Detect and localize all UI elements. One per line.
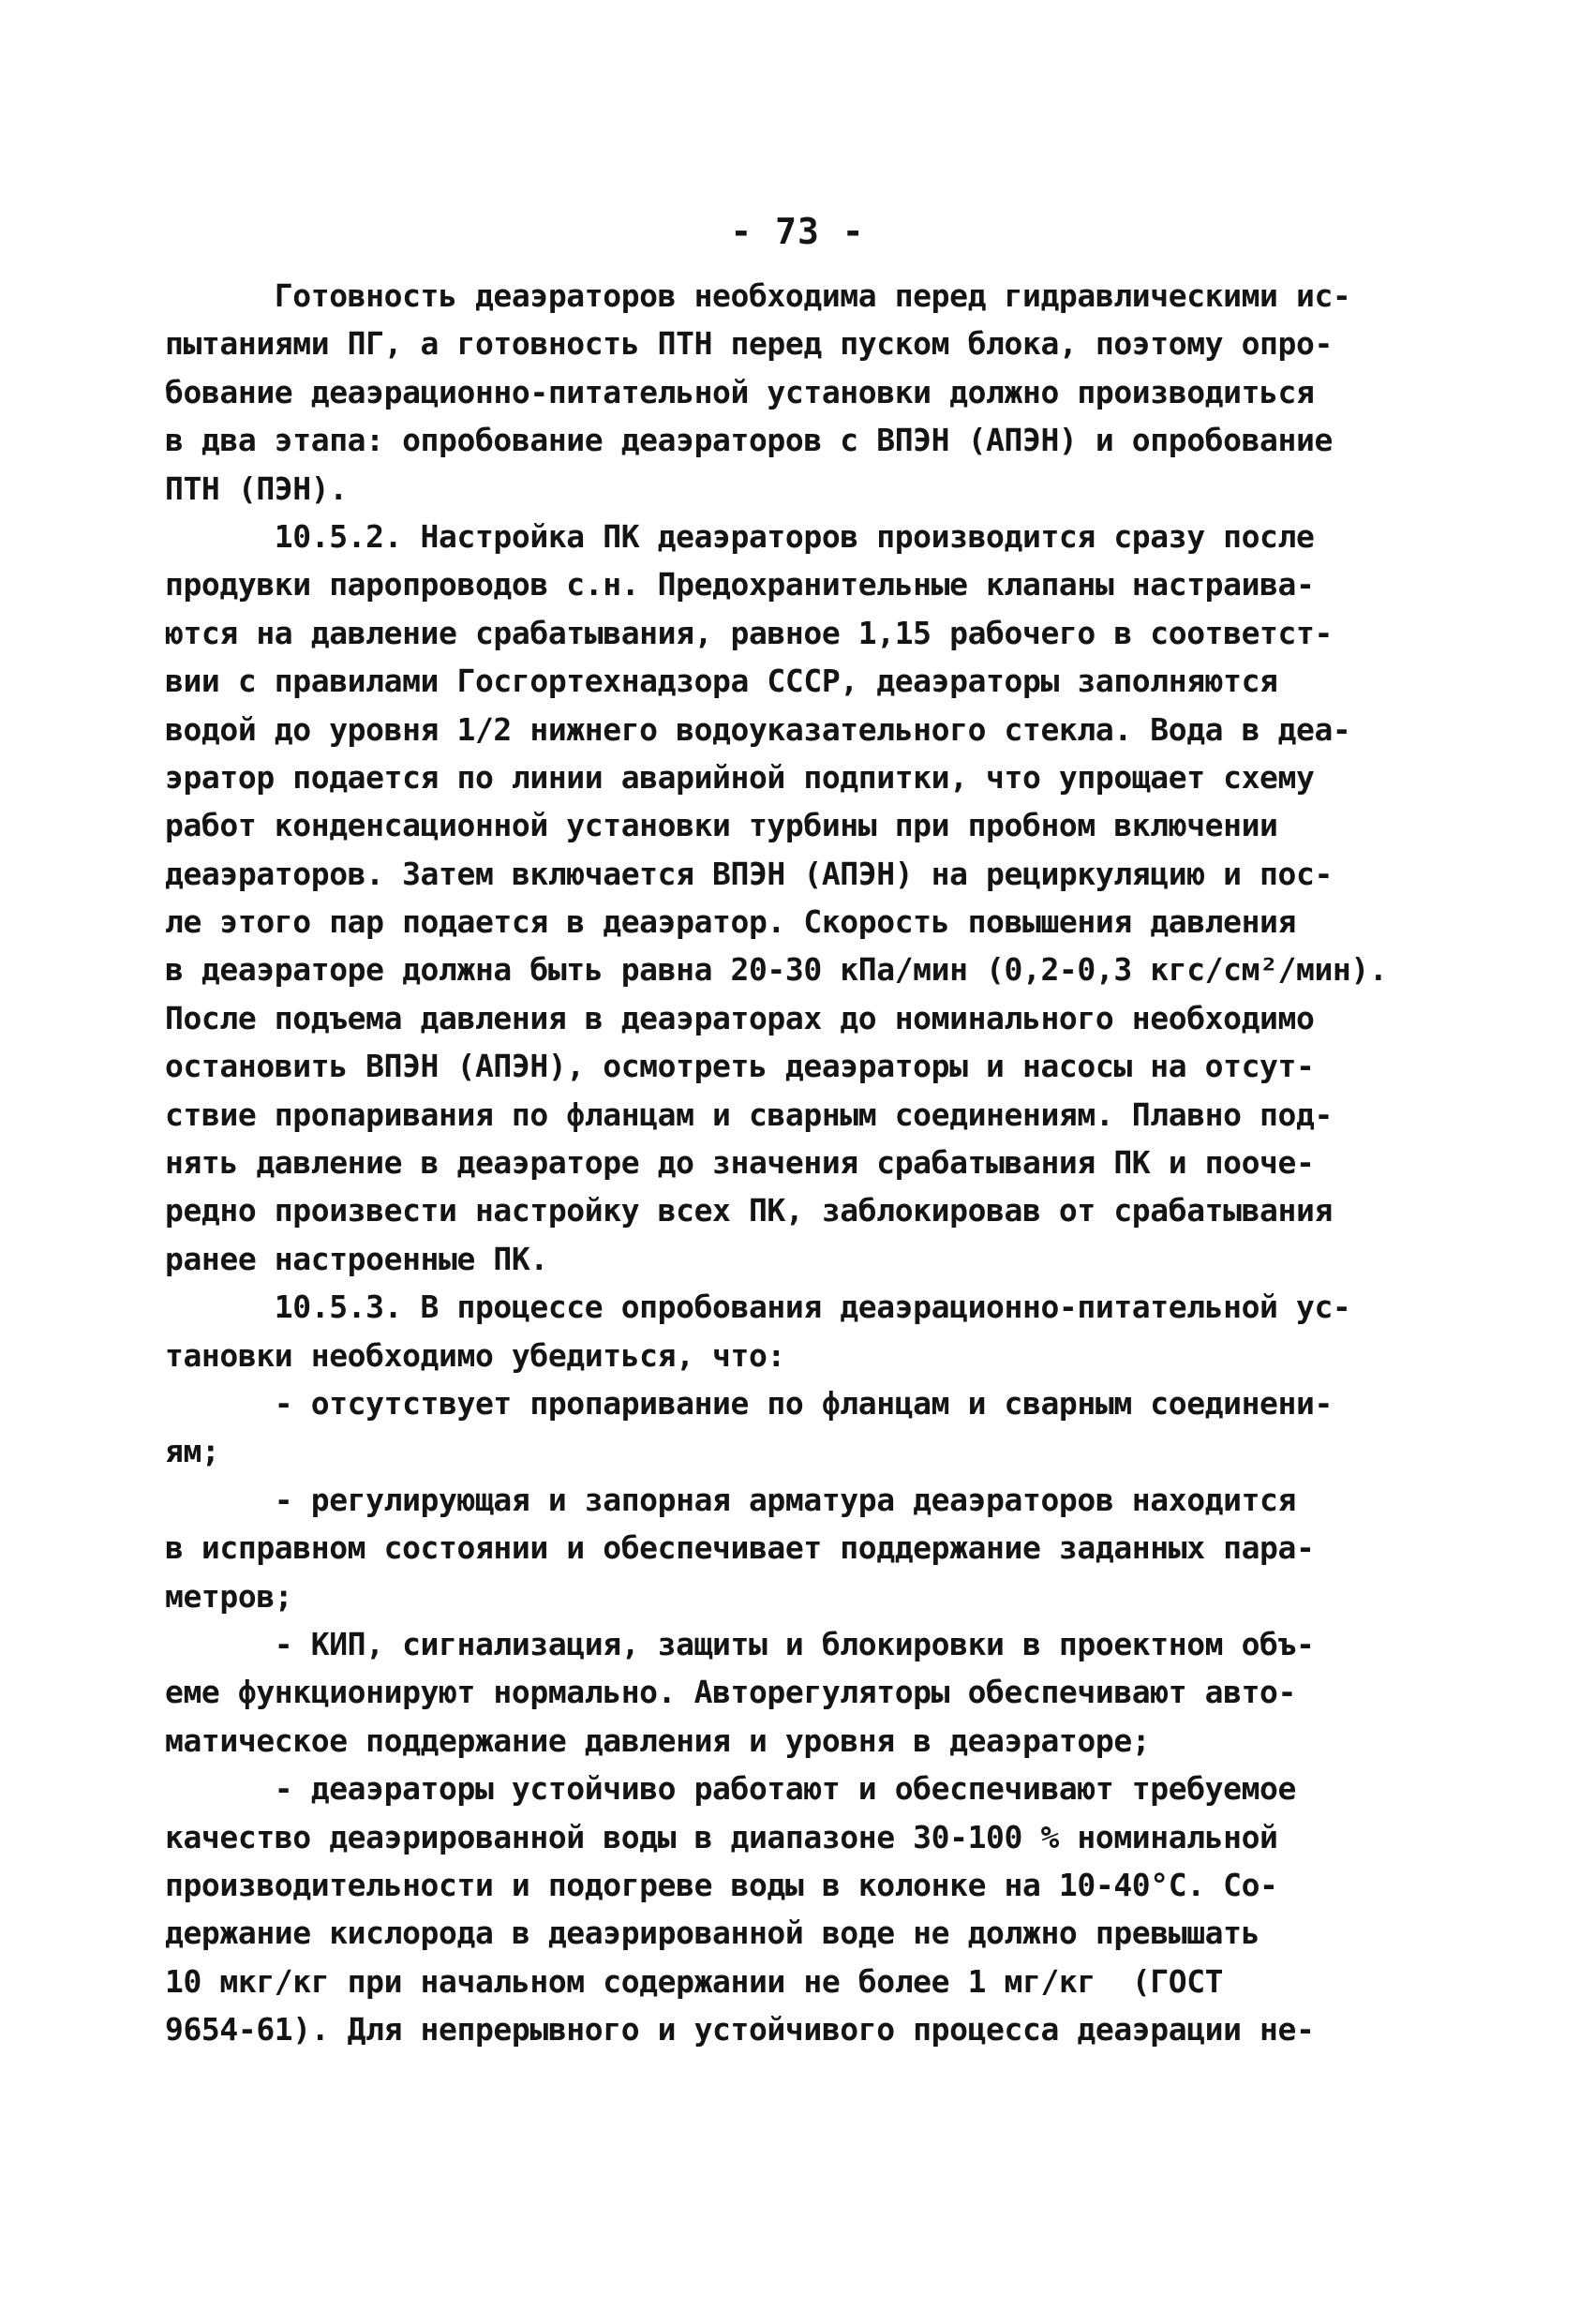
text-line: - КИП, сигнализация, защиты и блокировки в проектном объ-	[165, 1625, 1315, 1662]
text-line: пытаниями ПГ, а готовность ПТН перед пуском блока, поэтому опро-	[165, 325, 1333, 363]
text-line: редно произвести настройку всех ПК, заблокировав от срабатывания	[165, 1192, 1333, 1229]
text-line: производительности и подогреве воды в колонке на 10-40°С. Со-	[165, 1866, 1278, 1903]
text-line: 9654-61). Для непрерывного и устойчивого процесса деаэрации не-	[165, 2011, 1315, 2048]
text-line: После подъема давления в деаэраторах до номинального необходимо	[165, 999, 1315, 1036]
text-line: работ конденсационной установки турбины при пробном включении	[165, 807, 1278, 844]
text-line: тановки необходимо убедиться, что:	[165, 1336, 785, 1374]
text-line: держание кислорода в деаэрированной воде не должно превышать	[165, 1914, 1260, 1952]
text-line: - деаэраторы устойчиво работают и обеспечивают требуемое	[165, 1770, 1296, 1808]
text-line: матическое поддержание давления и уровня в деаэраторе;	[165, 1721, 1151, 1759]
text-line: бование деаэрационно-питательной установки должно производиться	[165, 373, 1315, 410]
text-line: деаэраторов. Затем включается ВПЭН (АПЭН) на рециркуляцию и пос-	[165, 855, 1333, 892]
text-line: ранее настроенные ПК.	[165, 1240, 548, 1277]
text-line: 10 мкг/кг при начальном содержании не более 1 мг/кг (ГОСТ	[165, 1962, 1224, 2000]
text-line: нять давление в деаэраторе до значения срабатывания ПК и поочe-	[165, 1144, 1315, 1182]
text-line: в два этапа: опробование деаэраторов с ВПЭН (АПЭН) и опробование	[165, 422, 1333, 459]
text-line: эратор подается по линии аварийной подпитки, что упрощает схему	[165, 758, 1315, 796]
body-text	[165, 272, 1496, 2053]
text-line: в исправном состоянии и обеспечивает поддержание заданных пара-	[165, 1529, 1315, 1567]
text-line: ям;	[165, 1433, 220, 1470]
text-line: водой до уровня 1/2 нижнего водоуказательного стекла. Вода в деа-	[165, 710, 1351, 748]
text-line: качество деаэрированной воды в диапазоне 30-100 % номинальной	[165, 1818, 1278, 1855]
text-line: еме функционируют нормально. Авторегуляторы обеспечивают авто-	[165, 1674, 1296, 1711]
text-line: - регулирующая и запорная арматура деаэраторов находится	[165, 1481, 1296, 1518]
page-number: - 73 -	[730, 211, 865, 252]
text-line: ле этого пар подается в деаэратор. Скорость повышения давления	[165, 903, 1296, 941]
text-line: 10.5.3. В процессе опробования деаэрационно-питательной ус-	[165, 1289, 1351, 1326]
text-line: Готовность деаэраторов необходима перед гидравлическими ис-	[165, 277, 1351, 314]
text-line: метров;	[165, 1577, 293, 1615]
text-line: ются на давление срабатывания, равное 1,15 рабочего в соответст-	[165, 614, 1333, 651]
text-line: продувки паропроводов с.н. Предохранительные клапаны настраива-	[165, 566, 1315, 603]
text-line: в деаэраторе должна быть равна 20-30 кПа/мин (0,2-0,3 кгс/см²/мин).	[165, 951, 1388, 989]
text-line: ПТН (ПЭН).	[165, 469, 348, 507]
text-line: 10.5.2. Настройка ПК деаэраторов производится сразу после	[165, 517, 1315, 555]
text-line: вии с правилами Госгортехнадзора СССР, деаэраторы заполняются	[165, 663, 1278, 700]
text-line: - отсутствует пропаривание по фланцам и сварным соединени-	[165, 1384, 1333, 1422]
text-line: ствие пропаривания по фланцам и сварным соединениям. Плавно под-	[165, 1095, 1333, 1133]
text-line: остановить ВПЭН (АПЭН), осмотреть деаэраторы и насосы на отсут-	[165, 1048, 1315, 1085]
